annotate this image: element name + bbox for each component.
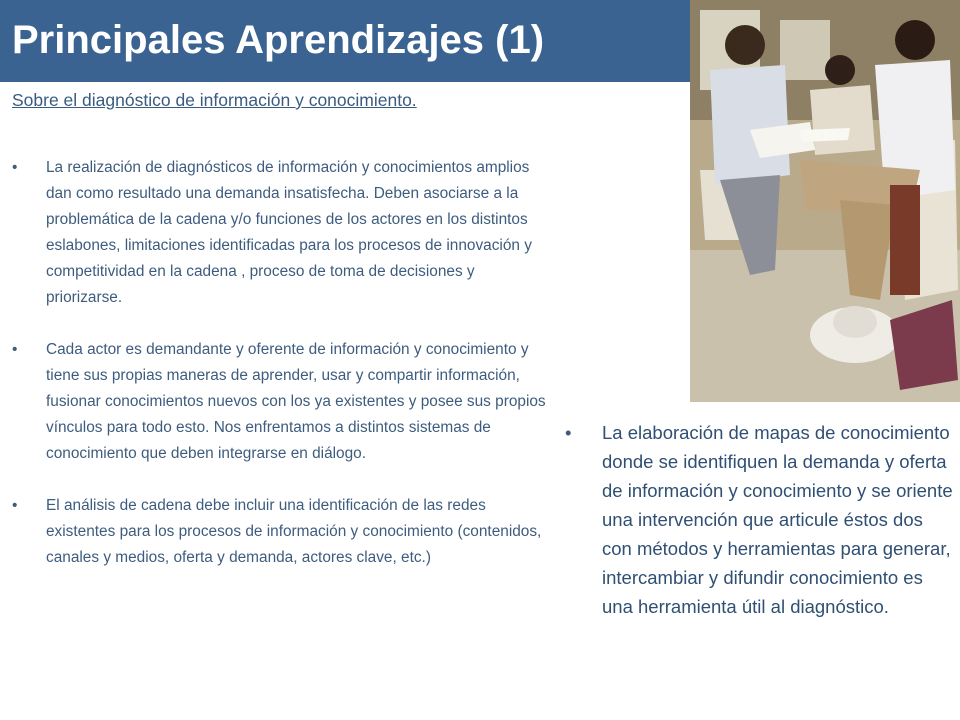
right-bullet-list (565, 418, 957, 621)
left-bullet-list (12, 155, 552, 597)
list-item (565, 418, 957, 621)
list-item (12, 337, 552, 467)
bullet-icon: • (12, 341, 18, 358)
list-item (12, 493, 552, 571)
bullet-text: El análisis de cadena debe incluir una identificación de las redes existentes para los procesos de información y conocimiento (contenidos, canales y medios, oferta y demanda, actores clave, etc.) (46, 497, 542, 566)
bullet-text: La realización de diagnósticos de información y conocimientos amplios dan como resultado una demanda insatisfecha. Deben asociarse a la problemática de la cadena y/o funciones de los actores en los distintos eslabones, limitaciones identificadas para los procesos de innovación y competitividad en la cadena , proceso de toma de decisiones y priorizarse. (46, 159, 532, 306)
slide-title: Principales Aprendizajes (1) (12, 18, 545, 62)
title-bar (0, 0, 690, 82)
meeting-photo-illustration (690, 0, 960, 402)
bullet-text: Cada actor es demandante y oferente de información y conocimiento y tiene sus propias maneras de aprender, usar y compartir información, fusionar conocimientos nuevos con los ya existentes y posee sus propios vínculos para todo esto. Nos enfrentamos a distintos sistemas de conocimiento que deben integrarse en diálogo. (46, 341, 546, 462)
meeting-photo (690, 0, 960, 402)
slide-subtitle: Sobre el diagnóstico de información y conocimiento. (12, 90, 417, 110)
bullet-icon: • (12, 159, 18, 176)
bullet-icon: • (12, 497, 18, 514)
list-item (12, 155, 552, 311)
bullet-icon: • (565, 422, 572, 443)
bullet-text: La elaboración de mapas de conocimiento donde se identifiquen la demanda y oferta de información y conocimiento y se oriente una intervención que articule éstos dos con métodos y herramientas para generar, intercambiar y difundir conocimiento es una herramienta útil al diagnóstico. (602, 422, 953, 617)
